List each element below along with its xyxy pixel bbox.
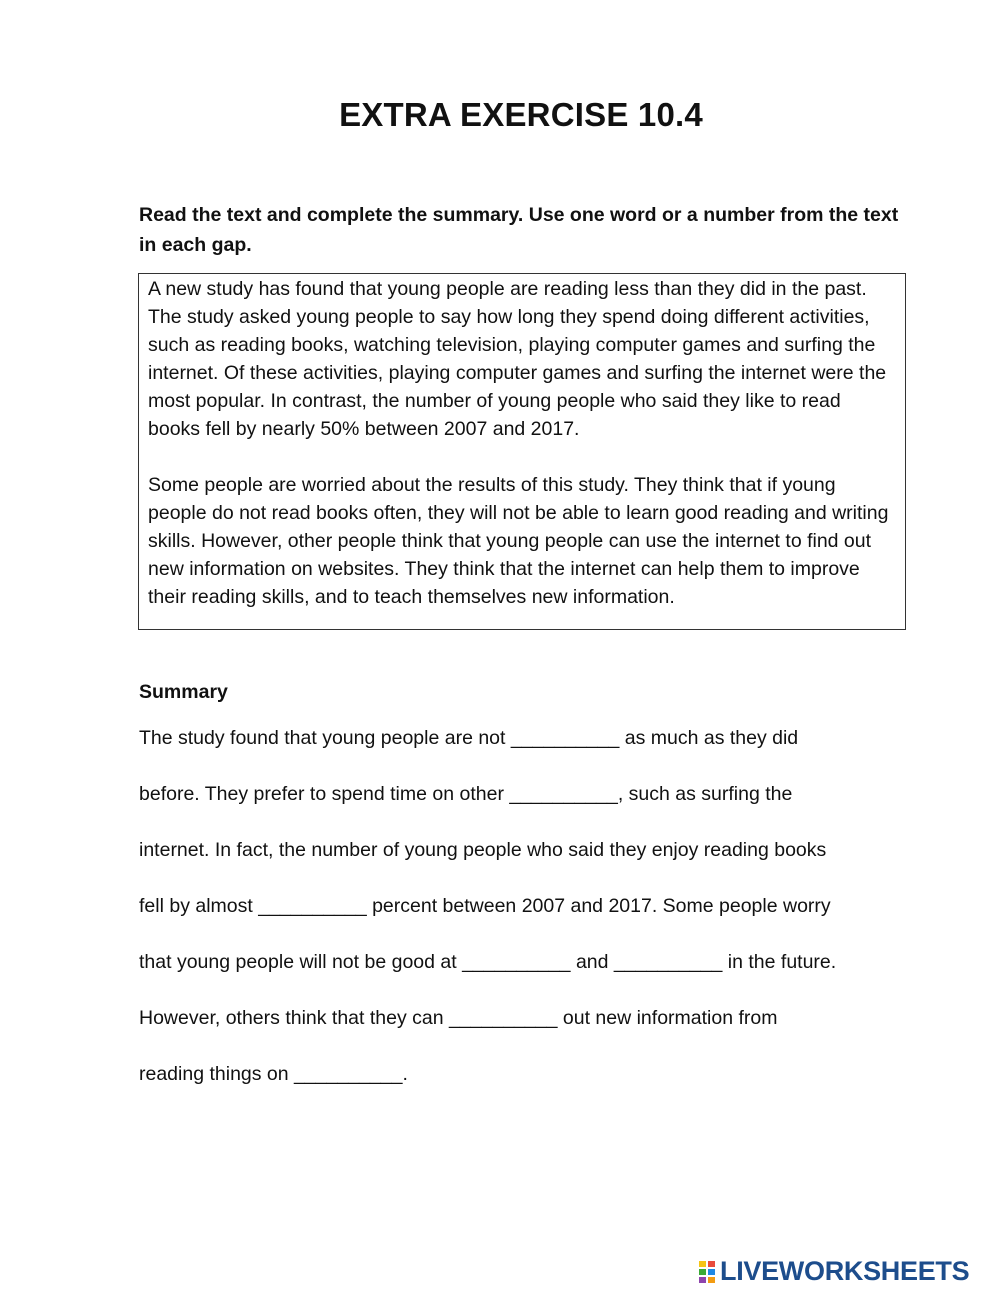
answer-gap7[interactable]: __________ [294, 1063, 403, 1085]
liveworksheets-logo-icon [698, 1260, 716, 1284]
summary-line [139, 1060, 909, 1116]
summary-text-fragment: that young people will not be good at [139, 951, 463, 973]
logo-block [708, 1269, 715, 1275]
summary-text-fragment: before. They prefer to spend time on other [139, 783, 510, 805]
summary-line [139, 1004, 909, 1060]
answer-gap4[interactable]: __________ [462, 951, 571, 973]
summary-text-fragment: . [402, 1063, 408, 1085]
page-title: EXTRA EXERCISE 10.4 [339, 96, 703, 133]
summary-text-fragment: as much as they did [619, 727, 799, 749]
liveworksheets-logo [698, 1256, 969, 1287]
logo-block [699, 1261, 706, 1267]
summary-text-fragment: , such as surfing the [617, 783, 793, 805]
logo-block [708, 1261, 715, 1267]
summary-text-fragment: out new information from [557, 1007, 778, 1029]
answer-gap6[interactable]: __________ [449, 1007, 558, 1029]
summary-line [139, 836, 909, 892]
summary-text-fragment: and [570, 951, 614, 973]
summary-text-fragment: in the future. [722, 951, 837, 973]
summary-text-fragment: However, others think that they can [139, 1007, 450, 1029]
reading-paragraph-1: A new study has found that young people are reading less than they did in the past. The study asked young people to say how long they spend doing different activities, such as reading books, watching television, playing computer games and surfing the internet. Of these activities, playing computer games and surfing the internet were the most popular. In contrast, the number of young people who said they like to read books fell by nearly 50% between 2007 and 2017. [148, 278, 887, 440]
answer-gap3[interactable]: __________ [258, 895, 367, 917]
summary-heading: Summary [139, 681, 228, 703]
logo-block [708, 1277, 715, 1283]
summary-line [139, 724, 909, 780]
reading-paragraph-2: Some people are worried about the results of this study. They think that if young people do not read books often, they will not be able to learn good reading and writing skills. However, other people think that young people can use the internet to find out new information on websites. They think that the internet can help them to improve their reading skills, and to teach themselves new information. [148, 474, 889, 608]
logo-block [699, 1269, 706, 1275]
summary-text [139, 724, 909, 1116]
instructions: Read the text and complete the summary. Use one word or a number from the text in each gap. [139, 204, 899, 256]
summary-text-fragment: fell by almost [139, 895, 259, 917]
logo-text: LIVEWORKSHEETS [720, 1256, 970, 1286]
logo-block [699, 1277, 706, 1283]
answer-gap5[interactable]: __________ [613, 951, 723, 973]
summary-text-fragment: percent between 2007 and 2017. Some people worry [366, 895, 831, 917]
summary-line [139, 780, 909, 836]
summary-line [139, 948, 909, 1004]
summary-text-fragment: reading things on [139, 1063, 295, 1085]
reading-text-box [138, 273, 906, 630]
summary-line [139, 892, 909, 948]
answer-gap1[interactable]: __________ [510, 727, 620, 749]
summary-text-fragment: The study found that young people are not [139, 727, 511, 749]
summary-text-fragment: internet. In fact, the number of young people who said they enjoy reading books [139, 839, 827, 861]
answer-gap2[interactable]: __________ [509, 783, 618, 805]
